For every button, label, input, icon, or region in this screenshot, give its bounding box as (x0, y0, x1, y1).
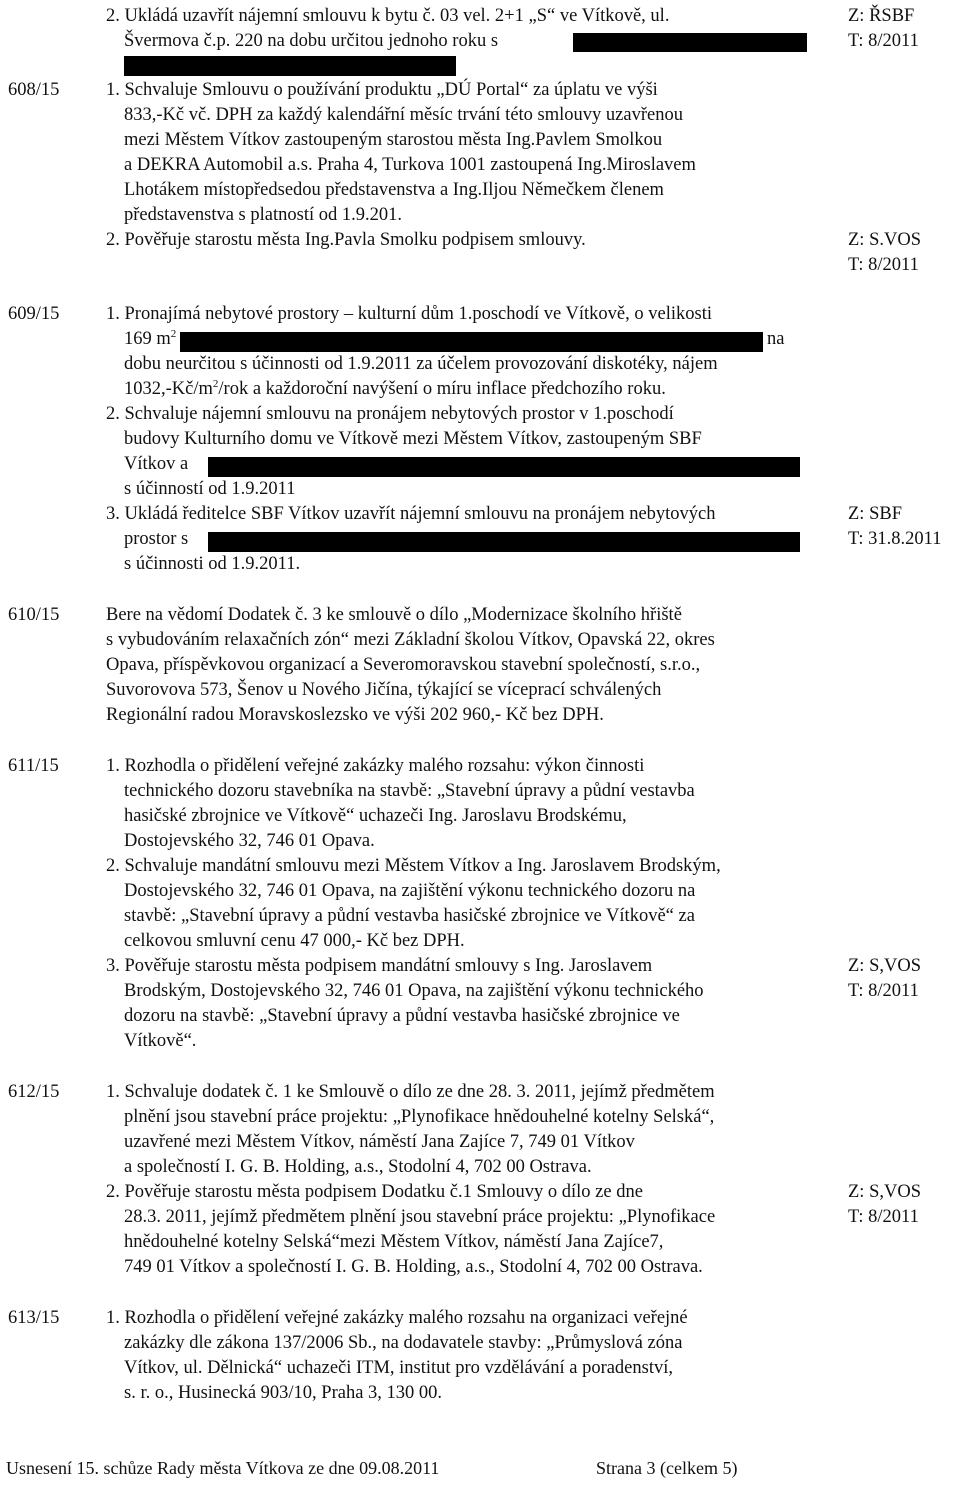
deadline-label: T: 8/2011 (848, 1207, 919, 1227)
item-text-line: 2. Ukládá uzavřít nájemní smlouvu k bytu č. 03 vel. 2+1 „S“ ve Vítkově, ul. (106, 6, 670, 26)
item-text-line: mezi Městem Vítkov zastoupeným starostou města Ing.Pavlem Smolkou (124, 130, 663, 150)
responsible-label: Z: ŘSBF (848, 6, 915, 26)
item-text-line: 1. Schvaluje Smlouvu o používání produktu „DÚ Portal“ za úplatu ve výši (106, 80, 658, 100)
page-number: Strana 3 (celkem 5) (596, 1458, 738, 1478)
resolution-number: 611/15 (8, 756, 59, 776)
item-text-line: Regionální radou Moravskoslezsko ve výši 202 960,- Kč bez DPH. (106, 705, 604, 725)
item-text-line: Vítkov a (124, 454, 189, 474)
responsible-label: Z: S,VOS (848, 956, 921, 976)
resolution-number: 610/15 (8, 605, 60, 625)
superscript: 2 (170, 328, 177, 340)
deadline-label: T: 31.8.2011 (848, 529, 942, 549)
item-text-line: 1. Pronajímá nebytové prostory – kulturní dům 1.poschodí ve Vítkově, o velikosti (106, 304, 712, 324)
item-text-line: prostor s (124, 529, 189, 549)
item-text-line: dozoru na stavbě: „Stavební úpravy a půdní vestavba hasičské zbrojnice ve (124, 1006, 680, 1026)
redaction-bar (208, 457, 800, 477)
item-text-line: Opava, příspěvkovou organizací a Severomoravskou stavební společností, s.r.o., (106, 655, 701, 675)
item-text-line: 2. Pověřuje starostu města podpisem Dodatku č.1 Smlouvy o dílo ze dne (106, 1182, 643, 1202)
item-text-line: 28.3. 2011, jejímž předmětem plnění jsou stavební práce projektu: „Plynofikace (124, 1207, 716, 1227)
item-text-line: technického dozoru stavebníka na stavbě: „Stavební úpravy a půdní vestavba (124, 781, 695, 801)
resolution-number: 608/15 (8, 80, 60, 100)
resolution-number: 609/15 (8, 304, 60, 324)
redaction-bar (180, 332, 763, 352)
resolution-number: 613/15 (8, 1308, 60, 1328)
item-text-line: 1. Schvaluje dodatek č. 1 ke Smlouvě o dílo ze dne 28. 3. 2011, jejímž předmětem (106, 1082, 715, 1102)
responsible-label: Z: S,VOS (848, 1182, 921, 1202)
item-text-line: hnědouhelné kotelny Selská“mezi Městem Vítkov, náměstí Jana Zajíce7, (124, 1232, 664, 1252)
item-text-line: Brodským, Dostojevského 32, 746 01 Opava, na zajištění výkonu technického (124, 981, 704, 1001)
item-text-line: Dostojevského 32, 746 01 Opava. (124, 831, 375, 851)
item-text-line: plnění jsou stavební práce projektu: „Plynofikace hnědouhelné kotelny Selská“, (124, 1107, 715, 1127)
item-text-line: Suvorovova 573, Šenov u Nového Jičína, týkající se víceprací schválených (106, 680, 662, 700)
item-text-line: 833,-Kč vč. DPH za každý kalendářní měsíc trvání této smlouvy uzavřenou (124, 105, 683, 125)
item-text-line: celkovou smluvní cenu 47 000,- Kč bez DPH. (124, 931, 465, 951)
item-text-line: budovy Kulturního domu ve Vítkově mezi Městem Vítkov, zastoupeným SBF (124, 429, 702, 449)
item-text-line: uzavřené mezi Městem Vítkov, náměstí Jana Zajíce 7, 749 01 Vítkov (124, 1132, 635, 1152)
item-text-line: 3. Ukládá ředitelce SBF Vítkov uzavřít nájemní smlouvu na pronájem nebytových (106, 504, 716, 524)
rent-value: 1032,-Kč/m (124, 379, 213, 399)
item-text-line: 1. Rozhodla o přidělení veřejné zakázky malého rozsahu: výkon činnosti (106, 756, 645, 776)
item-text-line: s účinnosti od 1.9.2011. (124, 554, 301, 574)
item-text-line: stavbě: „Stavební úpravy a půdní vestavba hasičské zbrojnice ve Vítkově“ za (124, 906, 695, 926)
item-text-line: 2. Pověřuje starostu města Ing.Pavla Smolku podpisem smlouvy. (106, 230, 586, 250)
item-text-line: s vybudováním relaxačních zón“ mezi Základní školou Vítkov, Opavská 22, okres (106, 630, 715, 650)
item-text-line: s účinností od 1.9.2011 (124, 479, 296, 499)
item-text-line: 3. Pověřuje starostu města podpisem mandátní smlouvy s Ing. Jaroslavem (106, 956, 653, 976)
deadline-label: T: 8/2011 (848, 255, 919, 275)
responsible-label: Z: S.VOS (848, 230, 921, 250)
item-text-line: hasičské zbrojnice ve Vítkově“ uchazeči Ing. Jaroslavu Brodskému, (124, 806, 627, 826)
resolution-number: 612/15 (8, 1082, 60, 1102)
item-text-line: 749 01 Vítkov a společností I. G. B. Holding, a.s., Stodolní 4, 702 00 Ostrava. (124, 1257, 703, 1277)
redaction-bar (124, 56, 456, 76)
superscript: 2 (212, 378, 219, 390)
deadline-label: T: 8/2011 (848, 31, 919, 51)
item-text-line: na (767, 329, 785, 349)
item-text-line: Švermova č.p. 220 na dobu určitou jednoho roku s (124, 31, 499, 51)
item-text-line: Bere na vědomí Dodatek č. 3 ke smlouvě o dílo „Modernizace školního hřiště (106, 605, 682, 625)
area-value: 169 m (124, 329, 171, 349)
responsible-label: Z: SBF (848, 504, 902, 524)
item-text-line: Vítkov, ul. Dělnická“ uchazeči ITM, institut pro vzdělávání a poradenství, (124, 1358, 674, 1378)
rent-terms: /rok a každoroční navýšení o míru inflace předchozího roku. (218, 379, 666, 399)
item-text-line: dobu neurčitou s účinnosti od 1.9.2011 za účelem provozování diskotéky, nájem (124, 354, 718, 374)
item-text-line: Dostojevského 32, 746 01 Opava, na zajištění výkonu technického dozoru na (124, 881, 696, 901)
item-text-line: představenstva s platností od 1.9.201. (124, 205, 402, 225)
item-text-line: Lhotákem místopředsedou představenstva a Ing.Iljou Němečkem členem (124, 180, 664, 200)
redaction-bar (208, 532, 800, 552)
deadline-label: T: 8/2011 (848, 981, 919, 1001)
item-text-line (124, 328, 176, 350)
item-text-line (124, 378, 666, 400)
redaction-bar (573, 33, 807, 52)
footer-title: Usnesení 15. schůze Rady města Vítkova ze dne 09.08.2011 (6, 1458, 440, 1478)
item-text-line: 1. Rozhodla o přidělení veřejné zakázky malého rozsahu na organizaci veřejné (106, 1308, 688, 1328)
item-text-line: 2. Schvaluje nájemní smlouvu na pronájem nebytových prostor v 1.poschodí (106, 404, 674, 424)
item-text-line: a DEKRA Automobil a.s. Praha 4, Turkova 1001 zastoupená Ing.Miroslavem (124, 155, 696, 175)
item-text-line: Vítkově“. (124, 1031, 197, 1051)
item-text-line: zakázky dle zákona 137/2006 Sb., na dodavatele stavby: „Průmyslová zóna (124, 1333, 683, 1353)
item-text-line: 2. Schvaluje mandátní smlouvu mezi Městem Vítkov a Ing. Jaroslavem Brodským, (106, 856, 721, 876)
item-text-line: a společností I. G. B. Holding, a.s., Stodolní 4, 702 00 Ostrava. (124, 1157, 592, 1177)
item-text-line: s. r. o., Husinecká 903/10, Praha 3, 130 00. (124, 1383, 443, 1403)
